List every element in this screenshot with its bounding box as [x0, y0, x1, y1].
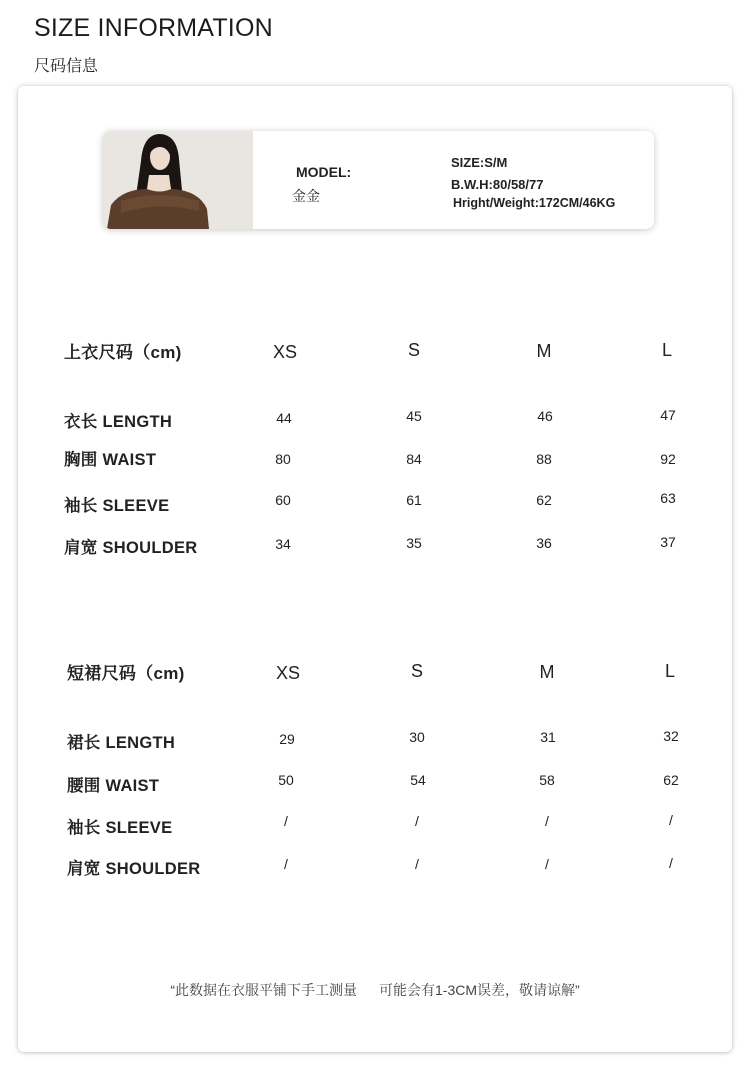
model-size: SIZE:S/M [451, 155, 508, 170]
size-card [18, 86, 732, 1052]
top-size-header: XS [272, 342, 298, 362]
skirt-size-header: S [410, 661, 424, 681]
model-photo [103, 131, 253, 229]
skirt-row-label-shoulder: 肩宽 SHOULDER [67, 860, 201, 878]
table-cell: 92 [660, 451, 676, 467]
table-cell: 32 [663, 728, 679, 744]
table-cell: / [669, 855, 673, 871]
page-subtitle: 尺码信息 [34, 58, 99, 75]
model-bwh: B.W.H:80/58/77 [451, 177, 544, 192]
model-photo-illustration [103, 131, 253, 229]
top-row-label-waist: 胸围 WAIST [64, 451, 157, 469]
footnote-part-1: “此数据在衣服平铺下手工测量 [170, 982, 357, 998]
table-cell: 63 [660, 490, 676, 506]
table-cell: 37 [660, 534, 676, 550]
table-cell: 62 [663, 772, 679, 788]
skirt-size-header: XS [275, 663, 301, 683]
table-cell: 50 [278, 772, 294, 788]
table-cell: 45 [406, 408, 422, 424]
skirt-size-header: M [539, 662, 555, 682]
table-cell: 80 [275, 451, 291, 467]
table-cell: 29 [279, 731, 295, 747]
skirt-row-label-sleeve: 袖长 SLEEVE [67, 819, 173, 837]
table-cell: / [284, 856, 288, 872]
top-table-title: 上衣尺码（cm) [64, 343, 182, 362]
model-name: 金金 [292, 188, 320, 204]
skirt-row-label-length: 裙长 LENGTH [67, 734, 176, 752]
model-info-card [103, 131, 654, 229]
table-cell: 44 [276, 410, 292, 426]
top-row-label-sleeve: 袖长 SLEEVE [64, 497, 170, 515]
page-title: SIZE INFORMATION [34, 14, 273, 42]
skirt-size-header: L [664, 661, 676, 681]
table-cell: 62 [536, 492, 552, 508]
footnote-part-2: 可能会有1-3CM误差，敬请谅解” [379, 982, 580, 998]
table-cell: 30 [409, 729, 425, 745]
table-cell: / [415, 813, 419, 829]
table-cell: 35 [406, 535, 422, 551]
table-cell: 46 [537, 408, 553, 424]
table-cell: 84 [406, 451, 422, 467]
skirt-row-label-waist: 腰围 WAIST [67, 777, 160, 795]
model-label: MODEL: [296, 164, 352, 180]
top-row-label-shoulder: 肩宽 SHOULDER [64, 539, 198, 557]
table-cell: / [545, 856, 549, 872]
top-size-header: S [407, 340, 421, 360]
table-cell: / [669, 812, 673, 828]
top-row-label-length: 衣长 LENGTH [64, 413, 173, 431]
table-cell: 36 [536, 535, 552, 551]
top-size-header: M [536, 341, 552, 361]
model-height-weight: Hright/Weight:172CM/46KG [453, 196, 616, 210]
table-cell: 60 [275, 492, 291, 508]
table-cell: / [415, 856, 419, 872]
table-cell: 58 [539, 772, 555, 788]
table-cell: 61 [406, 492, 422, 508]
table-cell: / [545, 813, 549, 829]
top-size-header: L [661, 340, 673, 360]
measurement-footnote [0, 980, 750, 1000]
table-cell: 54 [410, 772, 426, 788]
table-cell: 47 [660, 407, 676, 423]
table-cell: 34 [275, 536, 291, 552]
table-cell: / [284, 813, 288, 829]
table-cell: 31 [540, 729, 556, 745]
table-cell: 88 [536, 451, 552, 467]
skirt-table-title: 短裙尺码（cm) [67, 664, 185, 683]
